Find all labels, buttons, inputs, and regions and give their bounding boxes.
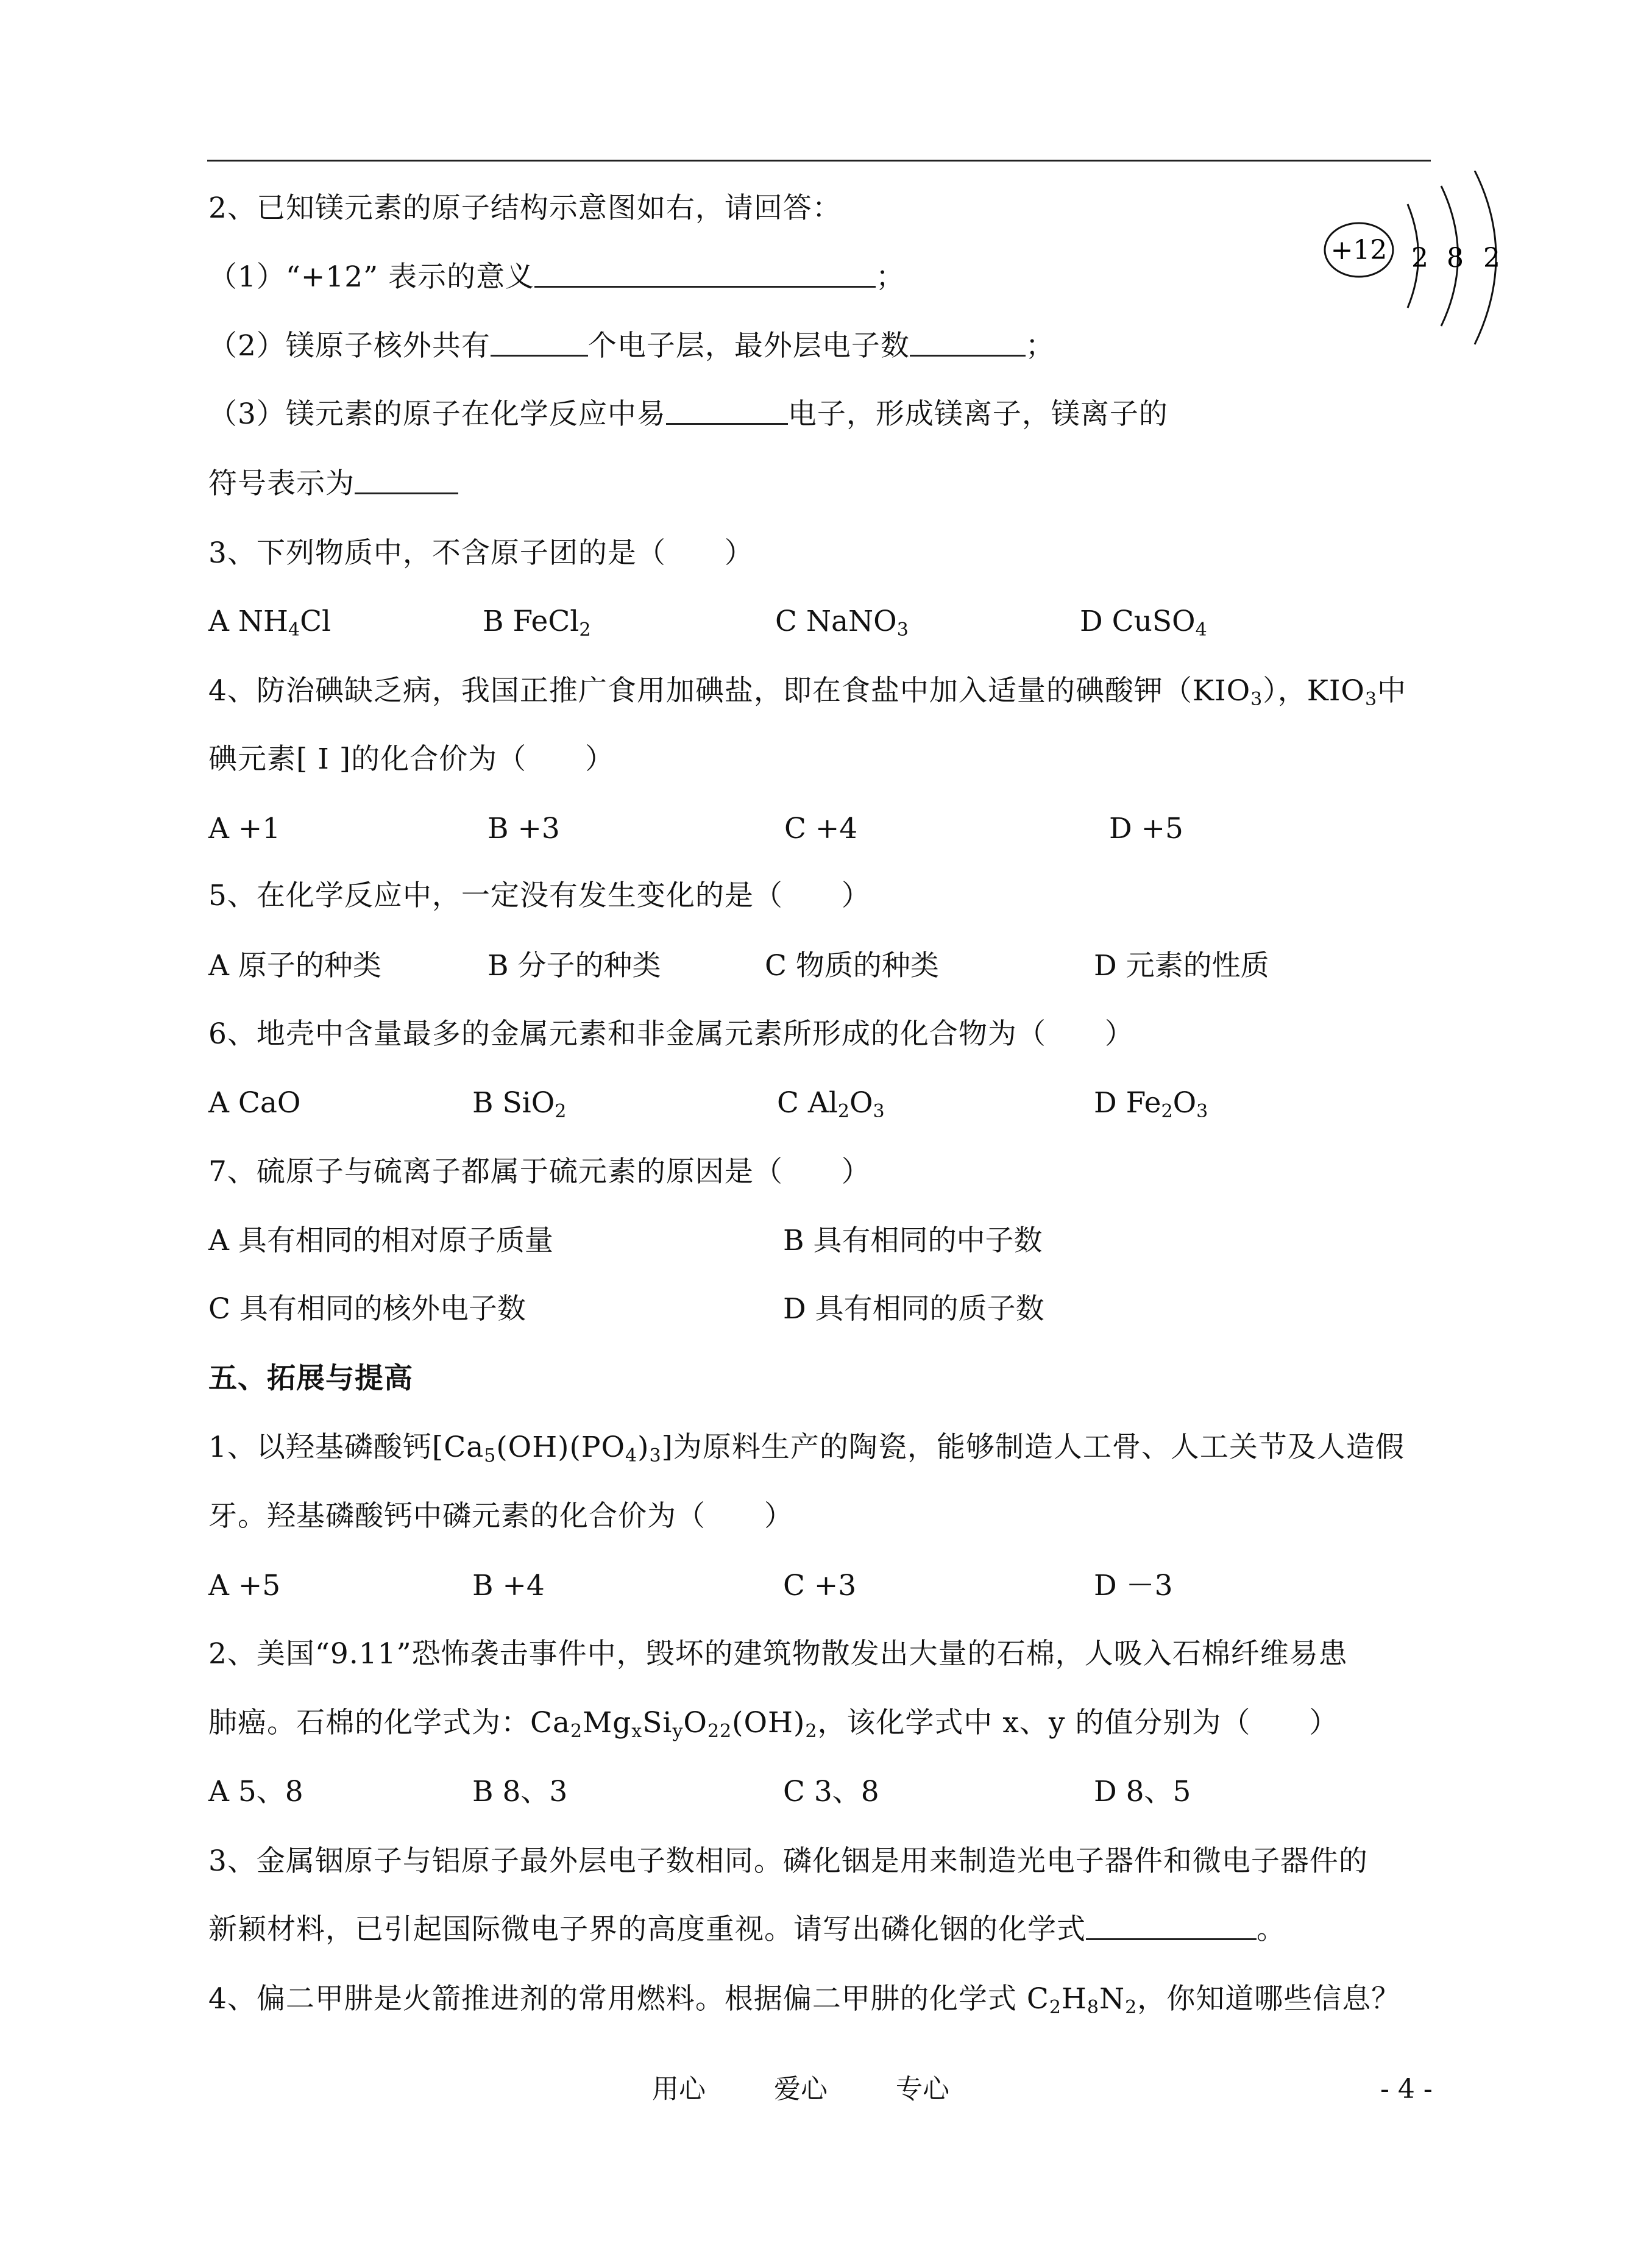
q6-option-b[interactable]: B SiO$_2$ — [472, 1086, 567, 1122]
page-number: - 4 - — [1380, 2074, 1433, 2105]
q3-stem: 3、下列物质中，不含原子团的是（ ） — [208, 536, 754, 570]
q2-part1-blank[interactable] — [534, 261, 876, 288]
e2-option-c[interactable]: C 3、8 — [783, 1775, 879, 1808]
q4-stem-line1: 4、防治碘缺乏病，我国正推广食用加碘盐，即在食盐中加入适量的碘酸钾$(KIO_3)$，$KIO_3$中 — [208, 674, 1407, 710]
e2-stem-line2: 肺癌。石棉的化学式为：$Ca_2Mg_xSi_yO_{22}(OH)_2$，该化学式中 x、y 的值分别为（ ） — [208, 1706, 1339, 1742]
q2-part3-blank2[interactable] — [355, 468, 458, 494]
e2-option-b[interactable]: B 8、3 — [472, 1775, 568, 1808]
shell-electrons-1: 2 — [1411, 243, 1428, 274]
q6-option-d[interactable]: D $Fe_2O_3$ — [1094, 1086, 1208, 1122]
e1-option-c[interactable]: C +3 — [783, 1569, 857, 1602]
q2-part3-cont: 符号表示为 — [208, 466, 458, 502]
q6-option-c[interactable]: C $Al_2O_3$ — [777, 1086, 885, 1122]
q3-option-a[interactable]: A $NH_4Cl$ — [208, 605, 332, 641]
e2-option-a[interactable]: A 5、8 — [208, 1775, 303, 1808]
nucleus-charge: +12 — [1330, 235, 1388, 266]
q3-option-b[interactable]: B FeCl$_2$ — [483, 605, 591, 641]
e1-option-b[interactable]: B +4 — [472, 1569, 545, 1602]
magnesium-atom-diagram — [1316, 171, 1517, 354]
q4-option-b[interactable]: B +3 — [488, 812, 560, 845]
q2-part2-blank1[interactable] — [491, 330, 588, 357]
q6-option-a[interactable]: A CaO — [208, 1086, 301, 1120]
e3-answer-blank[interactable] — [1086, 1914, 1257, 1940]
q2-stem: 2、已知镁元素的原子结构示意图如右，请回答： — [208, 191, 842, 225]
q2-part3-blank1[interactable] — [666, 399, 788, 425]
e1-option-a[interactable]: A +5 — [208, 1569, 281, 1602]
q7-option-b[interactable]: B 具有相同的中子数 — [783, 1224, 1043, 1257]
q7-option-c[interactable]: C 具有相同的核外电子数 — [208, 1292, 526, 1326]
q4-option-c[interactable]: C +4 — [784, 812, 858, 845]
q7-stem: 7、硫原子与硫离子都属于硫元素的原因是（ ） — [208, 1155, 871, 1189]
q3-option-c[interactable]: C NaNO$_3$ — [775, 605, 909, 641]
e3-stem-line2: 新颖材料，已引起国际微电子界的高度重视。请写出磷化铟的化学式 。 — [208, 1913, 1286, 1946]
e1-option-d[interactable]: D －3 — [1094, 1569, 1173, 1602]
footer-motto-1: 用心 — [652, 2074, 706, 2105]
footer-motto-3: 专心 — [896, 2074, 949, 2105]
header-rule — [207, 160, 1431, 162]
q4-stem-line2: 碘元素[ I ]的化合价为（ ） — [208, 742, 615, 776]
shell-electrons-2: 8 — [1447, 243, 1464, 274]
q5-option-d[interactable]: D 元素的性质 — [1094, 949, 1269, 983]
q4-option-a[interactable]: A +1 — [208, 812, 281, 845]
q7-option-d[interactable]: D 具有相同的质子数 — [783, 1292, 1044, 1326]
q3-option-d[interactable]: D CuSO$_4$ — [1080, 605, 1207, 641]
shell-electrons-3: 2 — [1483, 243, 1500, 274]
e2-option-d[interactable]: D 8、5 — [1094, 1775, 1191, 1808]
e1-stem-line2: 牙。羟基磷酸钙中磷元素的化合价为（ ） — [208, 1499, 793, 1533]
q5-option-a[interactable]: A 原子的种类 — [208, 949, 381, 983]
q2-part1: （1）“+12” 表示的意义 ； — [208, 260, 906, 294]
q5-option-c[interactable]: C 物质的种类 — [765, 949, 939, 983]
q6-stem: 6、地壳中含量最多的金属元素和非金属元素所形成的化合物为（ ） — [208, 1017, 1134, 1051]
e2-stem-line1: 2、美国“9.11”恐怖袭击事件中，毁坏的建筑物散发出大量的石棉，人吸入石棉纤维易患 — [208, 1637, 1348, 1671]
q2-part2-blank2[interactable] — [910, 330, 1026, 357]
e1-stem-line1: 1、以羟基磷酸钙$[Ca_5(OH)(PO_4)_3]$为原料生产的陶瓷，能够制造人工骨、人工关节及人造假 — [208, 1431, 1405, 1466]
q2-part3: （3）镁元素的原子在化学反应中易 电子，形成镁离子，镁离子的 — [208, 397, 1168, 431]
e4-stem: 4、偏二甲肼是火箭推进剂的常用燃料。根据偏二甲肼的化学式 $C_2H_8N_2$，你知道哪些信息？ — [208, 1982, 1401, 2018]
q4-option-d[interactable]: D +5 — [1109, 812, 1183, 845]
footer-motto-2: 爱心 — [774, 2074, 828, 2105]
section5-title: 五、拓展与提高 — [208, 1362, 413, 1395]
e3-stem-line1: 3、金属铟原子与铝原子最外层电子数相同。磷化铟是用来制造光电子器件和微电子器件的 — [208, 1844, 1368, 1878]
q5-stem: 5、在化学反应中，一定没有发生变化的是（ ） — [208, 879, 871, 912]
q7-option-a[interactable]: A 具有相同的相对原子质量 — [208, 1224, 553, 1257]
q5-option-b[interactable]: B 分子的种类 — [488, 949, 661, 983]
q2-part2: （2）镁原子核外共有 个电子层，最外层电子数 ； — [208, 329, 1055, 363]
